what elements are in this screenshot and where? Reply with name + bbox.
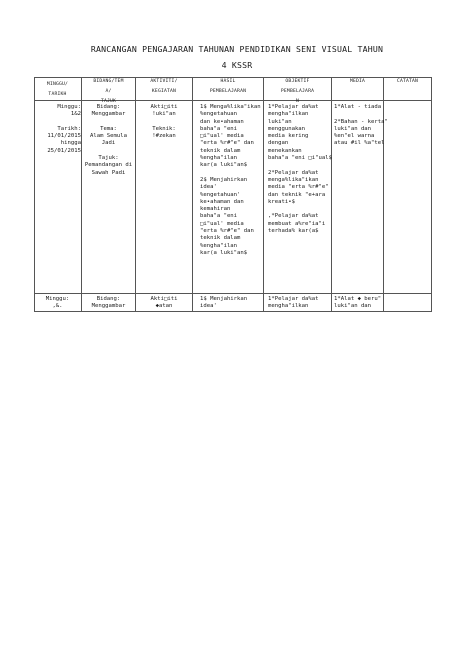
header-media: MEDIA (349, 79, 366, 84)
table-border-right (431, 77, 432, 312)
row1-objektif-pembelajaran: 1*Pelajar da%at mengha"ilkan luki"an menggunakan media kering dengan menekankan baha"a "eni □i"ual$ 2*Pelajar da%at menga%lika"ikan media "erta %r#"e" dan teknik "e+ara kreati•$ ,*Pelajar da%at membuat a%re"ia"i terhada% kar(a$ (268, 104, 332, 235)
header-minggu-tarikh: MINGGU/ TARIKH (46, 82, 69, 97)
row2-hasil-pembelajaran: 1$ Menjahirkan idea' (200, 296, 248, 310)
row1-minggu-tarikh: Minggu: 1&2 Tarikh: 11/01/2015 hingga 25/01/2015 (47, 104, 81, 154)
row2-bidang-tema-tajuk: Bidang: Menggambar (91, 296, 126, 310)
header-bidang-tema-tajuk: BIDANG/TEM A/ TAJUK (93, 79, 124, 104)
row1-aktiviti-kegiatan: Akti□iti !uki"an Teknik: !#zekan (150, 104, 178, 140)
row-separator (34, 293, 432, 294)
column-divider (263, 77, 264, 312)
row2-objektif-pembelajaran: 1*Pelajar da%at mengha"ilkan (268, 296, 319, 310)
row1-hasil-pembelajaran: 1$ Menga%lika"ikan %engetahuan dan ke•ahaman baha"a "eni □i"ual' media "erta %r#"e" dan teknik dalam %engha"ilan kar(a luki"an$ 2$ Menjahirkan idea' %engetahuan' ke•ahaman dan kemahiran baha"a "eni □i"ual' media "erta %r#"e" dan teknik dalam %engha"ilan kar(a luki"an$ (200, 104, 261, 256)
header-aktiviti-kegiatan: AKTIVITI/ KEGIATAN (150, 79, 178, 94)
row2-media: 1*Alat ◆ beru" luki"an dan (334, 296, 382, 310)
document-title-line2: 4 KSSR (221, 60, 253, 70)
document-title-line1: RANCANGAN PENGAJARAN TAHUNAN PENDIDIKAN SENI VISUAL TAHUN (90, 44, 384, 54)
row1-media: 1*Alat - tiada 2*Bahan - kerta" luki"an dan %en"el warna atau #il %a"tel (334, 104, 388, 147)
table-border-bottom (34, 311, 432, 312)
column-divider (192, 77, 193, 312)
lesson-plan-table (34, 77, 432, 312)
header-catatan: CATATAN (396, 79, 419, 84)
header-objektif-pembelajaran: OBJEKTIF PEMBELAJARA N (280, 79, 315, 104)
header-hasil-pembelajaran: HASIL PEMBELAJARAN (209, 79, 247, 94)
row2-aktiviti-kegiatan: Akti□iti ◆atan (150, 296, 178, 310)
row1-bidang-tema-tajuk: Bidang: Menggambar Tema: Alam Semula Jadi Tajuk: Pemandangan di Sawah Padi (84, 104, 133, 176)
row2-minggu-tarikh: Minggu: ,&. (45, 296, 70, 310)
